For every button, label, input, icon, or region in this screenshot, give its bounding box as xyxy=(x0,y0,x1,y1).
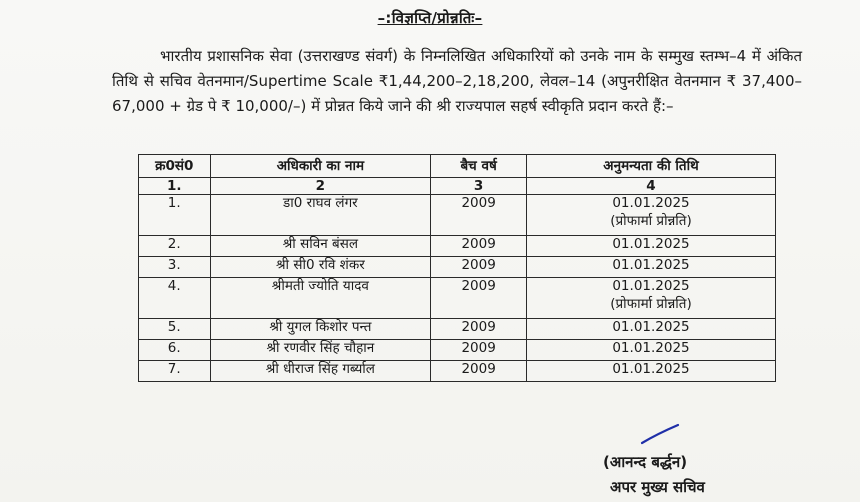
date-value: 01.01.2025 xyxy=(612,361,690,377)
date-value: 01.01.2025 xyxy=(612,278,690,294)
table-row xyxy=(139,278,776,319)
batch-year-cell: 2009 xyxy=(431,236,527,257)
serial-number-cell: 6. xyxy=(139,340,211,361)
batch-year-cell: 2009 xyxy=(431,319,527,340)
eligibility-date-cell xyxy=(527,361,776,382)
batch-year-cell: 2009 xyxy=(431,361,527,382)
column-number: 2 xyxy=(210,178,431,195)
eligibility-date-cell xyxy=(527,278,776,319)
batch-year-cell: 2009 xyxy=(431,340,527,361)
serial-number-cell: 1. xyxy=(139,195,211,236)
table-row xyxy=(139,361,776,382)
eligibility-date-cell xyxy=(527,195,776,236)
serial-number-cell: 3. xyxy=(139,257,211,278)
date-value: 01.01.2025 xyxy=(612,236,690,252)
notification-body xyxy=(112,44,802,119)
batch-year-cell: 2009 xyxy=(431,195,527,236)
table-row xyxy=(139,236,776,257)
date-value: 01.01.2025 xyxy=(612,319,690,335)
header-eligibility-date: अनुमन्यता की तिथि xyxy=(527,155,776,178)
column-number: 4 xyxy=(527,178,776,195)
table-row xyxy=(139,340,776,361)
eligibility-date-cell xyxy=(527,236,776,257)
column-number-row xyxy=(139,178,776,195)
header-serial-number: क्र0सं0 xyxy=(139,155,211,178)
officer-name-cell: श्री सी0 रवि शंकर xyxy=(210,257,431,278)
officer-name-cell: श्री सविन बंसल xyxy=(210,236,431,257)
eligibility-date-cell xyxy=(527,257,776,278)
proforma-note: (प्रोफार्मा प्रोन्नति) xyxy=(610,213,692,229)
serial-number-cell: 5. xyxy=(139,319,211,340)
header-batch-year: बैच वर्ष xyxy=(431,155,527,178)
date-value: 01.01.2025 xyxy=(612,195,690,211)
column-number: 3 xyxy=(431,178,527,195)
signatory-designation: अपर मुख्य सचिव xyxy=(610,478,705,496)
officer-name-cell: श्री रणवीर सिंह चौहान xyxy=(210,340,431,361)
proforma-note: (प्रोफार्मा प्रोन्नति) xyxy=(610,296,692,312)
table-row xyxy=(139,195,776,236)
serial-number-cell: 2. xyxy=(139,236,211,257)
header-officer-name: अधिकारी का नाम xyxy=(210,155,431,178)
table-row xyxy=(139,257,776,278)
officer-name-cell: श्रीमती ज्योति यादव xyxy=(210,278,431,319)
officer-name-cell: श्री धीराज सिंह गर्ब्याल xyxy=(210,361,431,382)
signature-mark xyxy=(640,423,680,447)
promotion-table xyxy=(138,154,776,382)
column-number: 1. xyxy=(139,178,211,195)
serial-number-cell: 4. xyxy=(139,278,211,319)
batch-year-cell: 2009 xyxy=(431,278,527,319)
serial-number-cell: 7. xyxy=(139,361,211,382)
table-row xyxy=(139,319,776,340)
signatory-name: (आनन्द बर्द्धन) xyxy=(603,453,688,471)
notification-body-text: भारतीय प्रशासनिक सेवा (उत्तराखण्ड संवर्ग) के निम्नलिखित अधिकारियों को उनके नाम के सम्मुख स्तम्भ–4 में अंकित तिथि से सचिव वेतनमान/Supertime Scale ₹1,44,200–2,18,200, लेवल–14 (अपुनरीक्षित वेतनमान ₹ 37,400–67,000 + ग्रेड पे ₹ 10,000/–) में प्रोन्नत किये जाने की श्री राज्यपाल सहर्ष स्वीकृति प्रदान करते हैं:– xyxy=(112,47,802,115)
table-header-row xyxy=(139,155,776,178)
signature-ink-stroke xyxy=(642,425,678,443)
eligibility-date-cell xyxy=(527,340,776,361)
date-value: 01.01.2025 xyxy=(612,340,690,356)
officer-name-cell: श्री युगल किशोर पन्त xyxy=(210,319,431,340)
officer-name-cell: डा0 राघव लंगर xyxy=(210,195,431,236)
notification-heading: –:विज्ञप्ति/प्रोन्नतिः– xyxy=(377,9,483,27)
date-value: 01.01.2025 xyxy=(612,257,690,273)
eligibility-date-cell xyxy=(527,319,776,340)
batch-year-cell: 2009 xyxy=(431,257,527,278)
